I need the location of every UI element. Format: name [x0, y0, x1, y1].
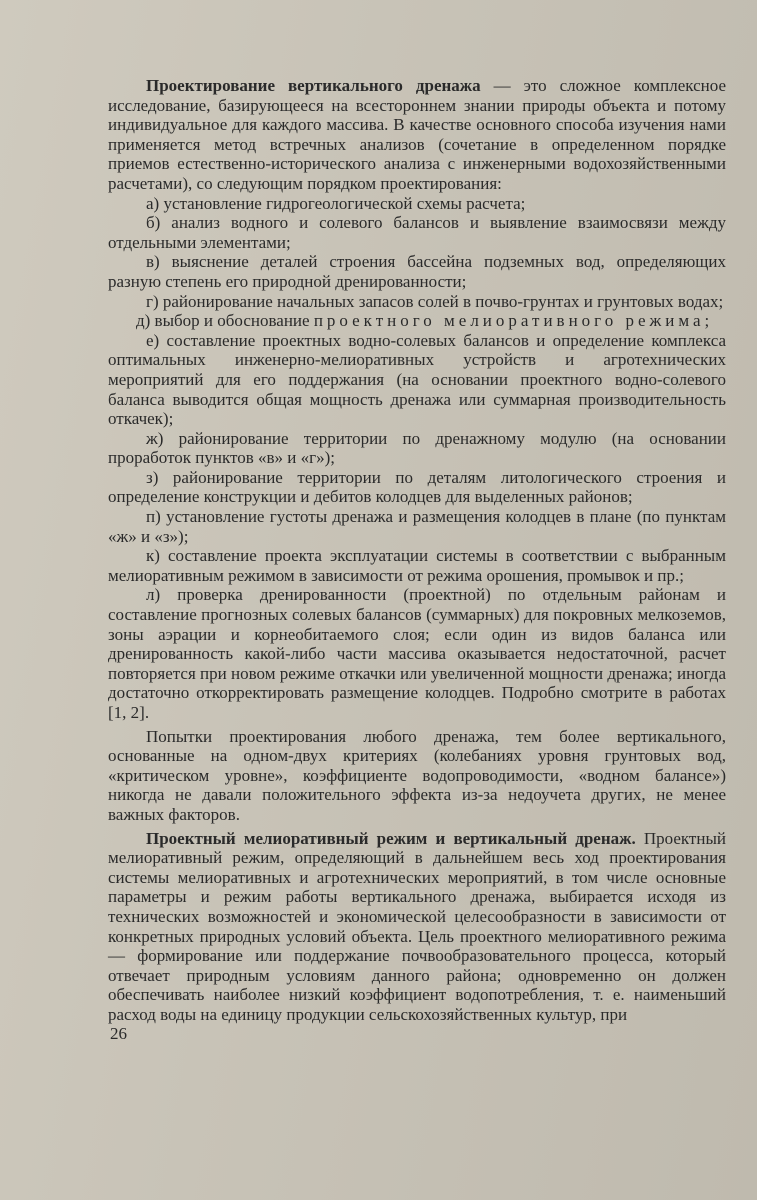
list-item-d-spaced: проектного мелиоративного режима: [313, 311, 705, 331]
list-item-k: к) составление проекта эксплуатации системы в соответствии с выбранным мелиоративным режимом в зависимости от режима орошения, промывок и пр.;: [108, 546, 726, 585]
list-item-z: з) районирование территории по деталям литологического строения и определение конструкции и дебитов колодцев для выделенных районов;: [108, 467, 726, 507]
intro-text: — это сложное комплексное исследование, базирующееся на всестороннем знании природы объекта и потому индивидуальное для каждого массива. В качестве основного способа изучения нами применяется метод встречных анализов (сочетание в определенном порядке приемов естественно-исторического анализа с инженерными водохозяйственными расчетами), со следующим порядком проектирования:: [108, 76, 726, 193]
list-item-v: в) выяснение деталей строения бассейна подземных вод, определяющих разную степень его природной дренированности;: [108, 252, 726, 291]
list-item-p: п) установление густоты дренажа и размещения колодцев в плане (по пунктам «ж» и «з»);: [108, 507, 726, 546]
section2-paragraph: [108, 829, 726, 1025]
list-item-d-prefix: д) выбор и обоснование: [136, 311, 314, 331]
intro-paragraph: [108, 76, 726, 194]
section-heading-vertical-drainage: Проектирование вертикального дренажа: [146, 76, 481, 95]
list-item-l: л) проверка дренированности (проектной) по отдельным районам и составление прогнозных солевых балансов (суммарных) для покровных мелкоземов, зоны аэрации и корнеобитаемого слоя; если один из видов баланса или дренированность какой-либо части массива оказывается недостаточной, расчет повторяется при новом режиме откачки или увеличенной мощности дренажа; иногда достаточно откорректировать размещение колодцев. Подробно смотрите в работах [1, 2].: [108, 585, 726, 722]
list-item-d-suffix: ;: [704, 311, 710, 331]
page-number: 26: [110, 1024, 127, 1043]
page-text: [108, 76, 726, 1025]
list-item-e: е) составление проектных водно-солевых балансов и определение комплекса оптимальных инженерно-мелиоративных устройств и агротехнических мероприятий для его поддержания (на основании проектного водно-солевого баланса выводится общая мощность дренажа или суммарная производительность откачек);: [108, 330, 726, 429]
list-item-g: г) районирование начальных запасов солей в почво-грунтах и грунтовых водах;: [146, 291, 724, 311]
list-item-d: [108, 311, 726, 331]
section-heading-design-regime: Проектный мелиоративный режим и вертикальный дренаж.: [146, 828, 636, 848]
list-item-zh: ж) районирование территории по дренажному модулю (на основании проработок пунктов «в» и «г»);: [108, 428, 726, 468]
attempts-paragraph: Попытки проектирования любого дренажа, тем более вертикального, основанные на одном-двух критериях (колебаниях уровня грунтовых вод, «критическом уровне», коэффициенте водопроводимости, «водном балансе») никогда не давали положительного эффекта из-за недоучета других, не менее важных факторов.: [108, 726, 726, 824]
list-item-a: а) установление гидрогеологической схемы расчета;: [146, 193, 526, 213]
section2-text: Проектный мелиоративный режим, определяющий в дальнейшем весь ход проектирования системы мелиоративных и агротехнических мероприятий, в том числе основные параметры и режим работы вертикального дренажа, выбирается исходя из технических возможностей и экономической целесообразности в зависимости от конкретных природных условий объекта. Цель проектного мелиоративного режима — формирование или поддержание почвообразовательного процесса, который отвечает природным условиям данного района; одновременно он должен обеспечивать наиболее низкий коэффициент водопотребления, т. е. наименьший расход воды на единицу продукции сельскохозяйственных культур, при: [108, 828, 726, 1024]
list-item-b: б) анализ водного и солевого балансов и выявление взаимосвязи между отдельными элементами;: [108, 213, 726, 252]
